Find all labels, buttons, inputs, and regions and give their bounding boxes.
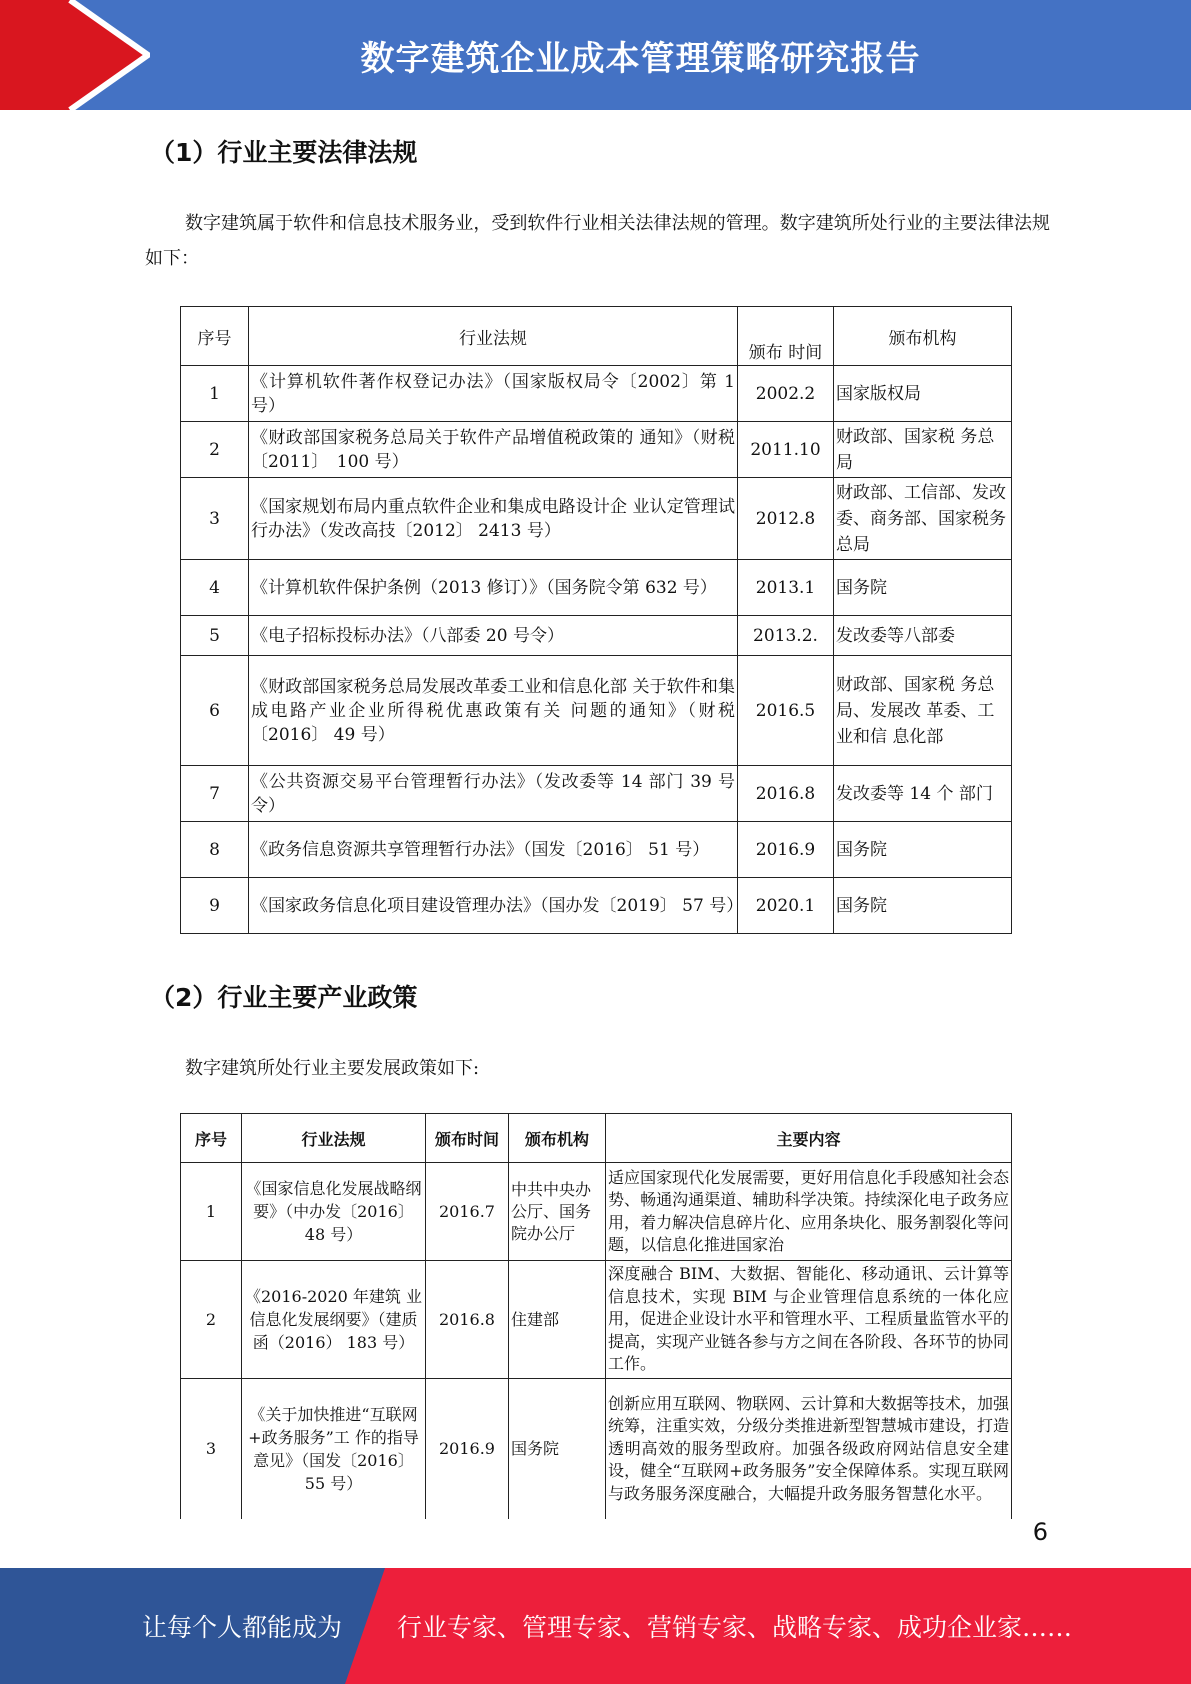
col-header-no: 序号 bbox=[181, 1114, 242, 1163]
row-org: 国务院 bbox=[834, 878, 1012, 934]
row-time: 2016.9 bbox=[738, 822, 834, 878]
row-law: 《政务信息资源共享管理暂行办法》（国发〔2016〕 51 号） bbox=[249, 822, 738, 878]
row-law: 《国家信息化发展战略纲要》（中办发〔2016〕 48 号） bbox=[242, 1163, 426, 1261]
row-no: 9 bbox=[181, 878, 249, 934]
table-row bbox=[181, 1379, 1012, 1519]
section-intro-policies: 数字建筑所处行业主要发展政策如下: bbox=[185, 1058, 480, 1079]
footer-slogan-right: 行业专家、管理专家、营销专家、战略专家、成功企业家…… bbox=[397, 1613, 1073, 1642]
red-arrow-icon bbox=[0, 0, 150, 110]
col-header-content: 主要内容 bbox=[606, 1114, 1012, 1163]
row-time: 2002.2 bbox=[738, 366, 834, 422]
section-heading-laws: （1）行业主要法律法规 bbox=[150, 138, 418, 167]
row-time: 2016.5 bbox=[738, 656, 834, 766]
row-no: 8 bbox=[181, 822, 249, 878]
row-org: 财政部、工信部、发改委、商务部、国家税务总局 bbox=[834, 478, 1012, 560]
row-no: 3 bbox=[181, 1379, 242, 1519]
row-time: 2012.8 bbox=[738, 478, 834, 560]
row-org: 财政部、国家税 务总局 bbox=[834, 422, 1012, 478]
col-header-no: 序号 bbox=[181, 307, 249, 366]
row-law: 《计算机软件保护条例（2013 修订）》（国务院令第 632 号） bbox=[249, 560, 738, 616]
row-org: 中共中央办公厅、国务院办公厅 bbox=[509, 1163, 606, 1261]
row-no: 1 bbox=[181, 366, 249, 422]
table-row bbox=[181, 616, 1012, 656]
row-content: 创新应用互联网、物联网、云计算和大数据等技术，加强统筹，注重实效，分级分类推进新型智慧城市建设，打造透明高效的服务型政府。加强各级政府网站信息安全建设，健全“互联网+政务服务”安全保障体系。实现互联网与政务服务深度融合，大幅提升政务服务智慧化水平。 bbox=[606, 1379, 1012, 1519]
row-org: 财政部、国家税 务总局、发展改 革委、工业和信 息化部 bbox=[834, 656, 1012, 766]
row-time: 2020.1 bbox=[738, 878, 834, 934]
table-row bbox=[181, 478, 1012, 560]
row-no: 5 bbox=[181, 616, 249, 656]
table-row bbox=[181, 560, 1012, 616]
row-time: 2016.7 bbox=[426, 1163, 509, 1261]
row-no: 6 bbox=[181, 656, 249, 766]
policies-table bbox=[180, 1113, 1012, 1519]
row-law: 《国家政务信息化项目建设管理办法》（国办发〔2019〕 57 号） bbox=[249, 878, 738, 934]
row-no: 4 bbox=[181, 560, 249, 616]
header-banner bbox=[0, 0, 1191, 110]
table-header-row bbox=[181, 307, 1012, 366]
footer-slogan-left: 让每个人都能成为 bbox=[142, 1613, 343, 1642]
col-header-law: 行业法规 bbox=[242, 1114, 426, 1163]
row-no: 1 bbox=[181, 1163, 242, 1261]
row-org: 国务院 bbox=[834, 560, 1012, 616]
row-law: 《2016-2020 年建筑 业信息化发展纲要》（建质函（2016） 183 号） bbox=[242, 1261, 426, 1379]
row-time: 2016.8 bbox=[426, 1261, 509, 1379]
row-org: 发改委等八部委 bbox=[834, 616, 1012, 656]
table-row bbox=[181, 656, 1012, 766]
row-law: 《关于加快推进“互联网+政务服务”工 作的指导意见》（国发〔2016〕 55 号） bbox=[242, 1379, 426, 1519]
table-row bbox=[181, 422, 1012, 478]
section-heading-policies: （2）行业主要产业政策 bbox=[150, 983, 418, 1012]
row-content: 深度融合 BIM、大数据、智能化、移动通讯、云计算等信息技术，实现 BIM 与企业管理信息系统的一体化应用，促进企业设计水平和管理水平、工程质量监管水平的提高，实现产业链各参与方之间在各阶段、各环节的协同工作。 bbox=[606, 1261, 1012, 1379]
row-law: 《公共资源交易平台管理暂行办法》（发改委等 14 部门 39 号令） bbox=[249, 766, 738, 822]
table-row bbox=[181, 366, 1012, 422]
row-law: 《国家规划布局内重点软件企业和集成电路设计企 业认定管理试行办法》（发改高技〔2012〕 2413 号） bbox=[249, 478, 738, 560]
row-org: 国务院 bbox=[834, 822, 1012, 878]
row-law: 《电子招标投标办法》（八部委 20 号令） bbox=[249, 616, 738, 656]
table-row bbox=[181, 1261, 1012, 1379]
section-intro-laws: 数字建筑属于软件和信息技术服务业，受到软件行业相关法律法规的管理。数字建筑所处行业的主要法律法规如下： bbox=[145, 213, 1050, 269]
table-header-row bbox=[181, 1114, 1012, 1163]
table-row bbox=[181, 878, 1012, 934]
col-header-law: 行业法规 bbox=[249, 307, 738, 366]
page-number: 6 bbox=[1032, 1518, 1048, 1546]
col-header-org: 颁布机构 bbox=[834, 307, 1012, 366]
table-row bbox=[181, 822, 1012, 878]
row-time: 2011.10 bbox=[738, 422, 834, 478]
row-law: 《财政部国家税务总局发展改革委工业和信息化部 关于软件和集成电路产业企业所得税优惠政策有关 问题的通知》（财税〔2016〕 49 号） bbox=[249, 656, 738, 766]
row-law: 《财政部国家税务总局关于软件产品增值税政策的 通知》（财税〔2011〕 100 号） bbox=[249, 422, 738, 478]
col-header-org: 颁布机构 bbox=[509, 1114, 606, 1163]
row-time: 2016.8 bbox=[738, 766, 834, 822]
col-header-time: 颁布时间 bbox=[426, 1114, 509, 1163]
document-title: 数字建筑企业成本管理策略研究报告 bbox=[360, 38, 921, 79]
row-no: 3 bbox=[181, 478, 249, 560]
laws-table bbox=[180, 306, 1012, 934]
row-org: 国务院 bbox=[509, 1379, 606, 1519]
row-content: 适应国家现代化发展需要，更好用信息化手段感知社会态势、畅通沟通渠道、辅助科学决策。持续深化电子政务应用，着力解决信息碎片化、应用条块化、服务割裂化等问题，以信息化推进国家治 bbox=[606, 1163, 1012, 1261]
row-org: 发改委等 14 个 部门 bbox=[834, 766, 1012, 822]
row-org: 国家版权局 bbox=[834, 366, 1012, 422]
row-time: 2013.2. bbox=[738, 616, 834, 656]
row-law: 《计算机软件著作权登记办法》（国家版权局令〔2002〕第 1 号） bbox=[249, 366, 738, 422]
row-org: 住建部 bbox=[509, 1261, 606, 1379]
row-time: 2013.1 bbox=[738, 560, 834, 616]
col-header-time: 颁布 时间 bbox=[738, 307, 834, 366]
table-row bbox=[181, 766, 1012, 822]
row-no: 2 bbox=[181, 422, 249, 478]
row-no: 7 bbox=[181, 766, 249, 822]
table-row bbox=[181, 1163, 1012, 1261]
footer-banner bbox=[0, 1568, 1191, 1684]
row-no: 2 bbox=[181, 1261, 242, 1379]
row-time: 2016.9 bbox=[426, 1379, 509, 1519]
